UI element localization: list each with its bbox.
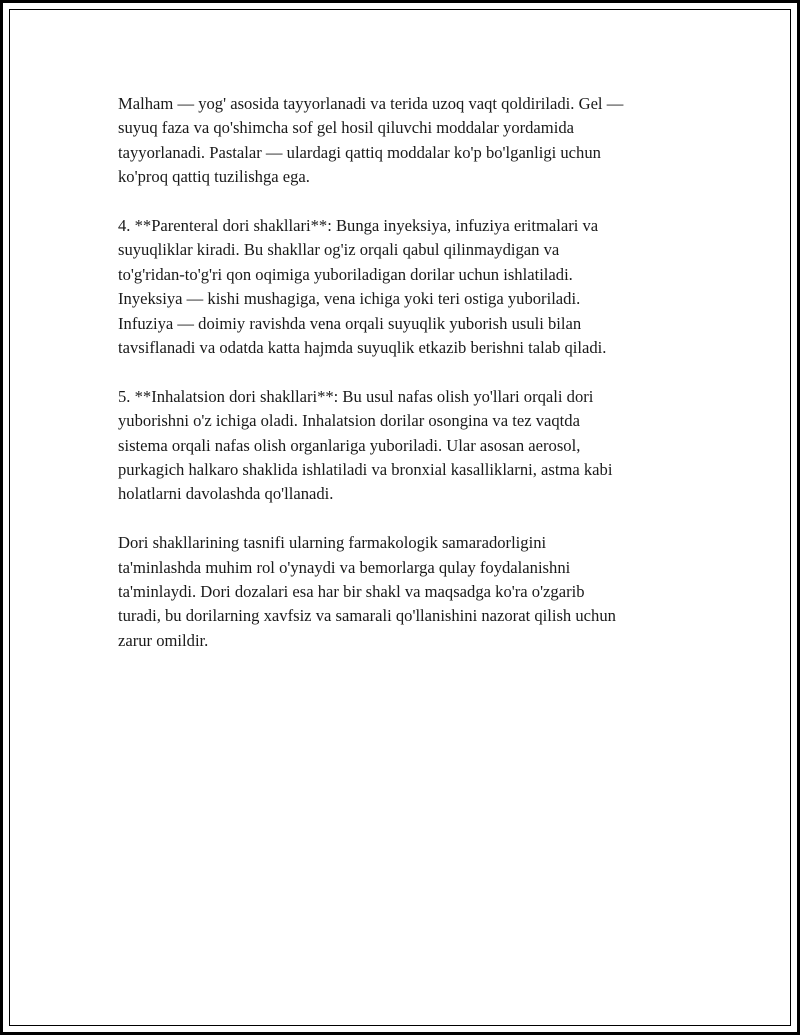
document-body: [118, 92, 690, 678]
paragraph-conclusion: Dori shakllarining tasnifi ularning farmakologik samaradorligini ta'minlashda muhim rol o'ynaydi va bemorlarga qulay foydalanishni ta'minlaydi. Dori dozalari esa har bir shakl va maqsadga ko'ra o'zgarib turadi, bu dorilarning xavfsiz va samarali qo'llanishini nazorat qilish uchun zarur omildir.: [118, 533, 616, 650]
paragraph-inhalation-forms: 5. **Inhalatsion dori shakllari**: Bu usul nafas olish yo'llari orqali dori yuborishni o'z ichiga oladi. Inhalatsion dorilar osongina va tez vaqtda sistema orqali nafas olish organlariga yuboriladi. Ular asosan aerosol, purkagich halkaro shaklida ishlatiladi va bronxial kasalliklarni, astma kabi holatlarni davolashda qo'llanadi.: [118, 386, 613, 504]
paragraph-parenteral-forms: 4. **Parenteral dori shakllari**: Bunga inyeksiya, infuziya eritmalari va suyuqliklar kiradi. Bu shakllar og'iz orqali qabul qilinmaydigan va to'g'ridan-to'g'ri qon oqimiga yuboriladigan dorilar uchun ishlatiladi. Inyeksiya — kishi mushagiga, vena ichiga yoki teri ostiga yuboriladi. Infuziya — doimiy ravishda vena orqali suyuqlik yuborish usuli bilan tavsiflanadi va odatda katta hajmda suyuqlik etkazib berishni talab qiladi.: [118, 216, 607, 358]
paragraph-ointments-gels-pastes: Malham — yog' asosida tayyorlanadi va terida uzoq vaqt qoldiriladi. Gel — suyuq faza va qo'shimcha sof gel hosil qiluvchi moddalar yordamida tayyorlanadi. Pastalar — ulardagi qattiq moddalar ko'p bo'lganligi uchun ko'proq qattiq tuzilishga ega.: [118, 94, 624, 187]
